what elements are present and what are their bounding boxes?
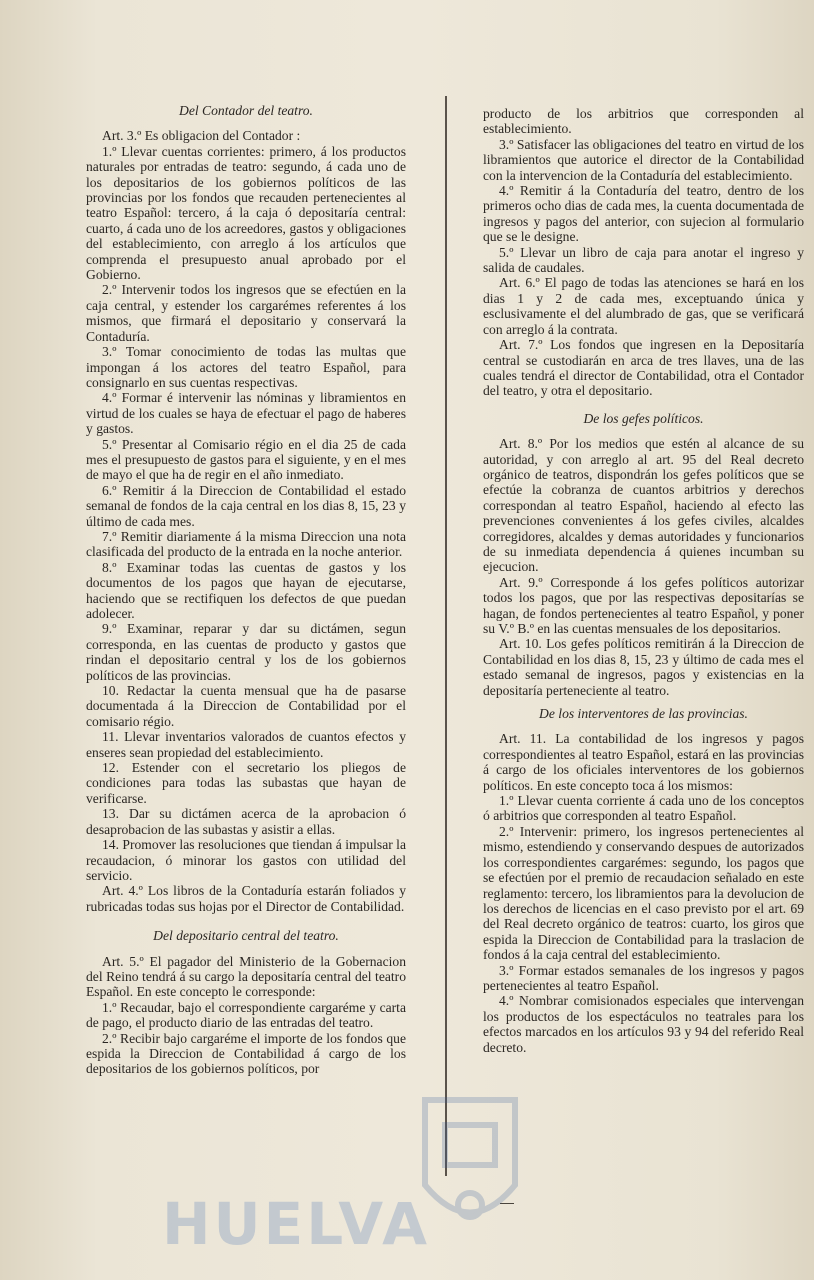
article-3-intro: Art. 3.º Es obligacion del Contador : (102, 128, 301, 144)
article-5-item: 4.º Remitir á la Contaduría del teatro, dentro de los primeros ocho dias de cada mes, la cuenta documentada de ingresos y pagos del anterior, con sujecion al formulario que se le designe. (483, 183, 804, 245)
left-column (86, 98, 406, 1077)
article-5-item: 3.º Satisfacer las obligaciones del teatro en virtud de los libramientos que autorice el director de la Contabilidad con la intervencion de la Contaduría del establecimiento. (483, 136, 804, 183)
article-3-item: 9.º Examinar, reparar y dar su dictámen, segun corresponda, en las cuentas de producto y gastos que rindan el depositario central y los de los gobiernos políticos de las provincias. (86, 621, 406, 683)
shield-emblem-icon (405, 1090, 735, 1260)
heading-interventores: De los interventores de las provincias. (539, 706, 748, 722)
article-3-item: 7.º Remitir diariamente á la misma Direccion una nota clasificada del producto de la entrada en la noche anterior. (86, 528, 406, 560)
article-3-item: 13. Dar su dictámen acerca de la aprobacion ó desaprobacion de las subastas y asistir a ellas. (86, 806, 406, 837)
article-5-item: 2.º Recibir bajo cargaréme el importe de los fondos que espida la Direccion de Contabilidad á cargo de los depositarios de los gobiernos políticos, por (86, 1030, 406, 1077)
article-11-item: 4.º Nombrar comisionados especiales que intervengan los productos de los espectáculos no teatrales para los efectos marcados en los artículos 93 y 94 del referido Real decreto. (483, 993, 804, 1055)
article-5: Art. 5.º El pagador del Ministerio de la Gobernacion del Reino tendrá á su cargo la depositaría central del teatro Español. En este concepto le corresponde: (86, 953, 406, 1000)
watermark-text: HUELVA (162, 1190, 431, 1258)
article-3-item: 10. Redactar la cuenta mensual que ha de pasarse documentada á la Direccion de Contabilidad por el comisario régio. (86, 683, 406, 729)
article-3-item: 1.º Llevar cuentas corrientes: primero, á los productos naturales por entradas de teatro: segundo, á cada uno de los depositarios de los gobiernos políticos de las provincias por los fondos que recauden pertenecientes al teatro Español: tercero, á la caja ó depositaría central: cuarto, á cada uno de los acreedores, gastos y obligaciones del establecimiento, con arreglo á los artículos que comprenda el presupuesto anual aprobado por el Gobierno. (86, 143, 406, 283)
article-9: Art. 9.º Corresponde á los gefes políticos autorizar todos los pagos, que por las respectivas depositarías se hagan, de fondos pertenecientes al teatro Español, y poner su V.º B.º en las cuentas mensuales de los depositarios. (483, 574, 804, 636)
column-divider (445, 96, 447, 1176)
article-3-item: 5.º Presentar al Comisario régio en el dia 25 de cada mes el presupuesto de gastos para el siguiente, y en el mes de mayo el que ha de regir en el año inmediato. (86, 436, 406, 483)
article-11-item: 3.º Formar estados semanales de los ingresos y pagos pertenecientes al teatro Español. (483, 962, 804, 993)
article-3-item: 2.º Intervenir todos los ingresos que se efectúen en la caja central, y estender los cargarémes referentes á los mismos, que firmará el depositario y conservará la Contaduría. (86, 282, 406, 344)
article-3-item: 12. Estender con el secretario los pliegos de condiciones para todas las subastas que hayan de verificarse. (86, 760, 406, 806)
article-3-item: 4.º Formar é intervenir las nóminas y libramientos en virtud de los cuales se haya de efectuar el pago de haberes y gastos. (86, 390, 406, 437)
article-11-item: 1.º Llevar cuenta corriente á cada uno de los conceptos ó arbitrios que corresponden al teatro Español. (483, 793, 804, 824)
article-6: Art. 6.º El pago de todas las atenciones se hará en los dias 1 y 2 de cada mes, exceptuando única y esclusivamente el del alumbrado de gas, que se verificará con arreglo á la contrata. (483, 275, 804, 337)
heading-contador: Del Contador del teatro. (179, 103, 313, 118)
heading-depositario: Del depositario central del teatro. (153, 928, 339, 944)
article-10: Art. 10. Los gefes políticos remitirán á la Direccion de Contabilidad en los dias 8, 15, 23 y último de cada mes el estado semanal de ingresos, pagos y existencias en la depositaría perteneciente al teatro. (483, 636, 804, 698)
continuation-text: producto de los arbitrios que corresponden al establecimiento. (483, 106, 804, 137)
article-7: Art. 7.º Los fondos que ingresen en la Depositaría central se custodiarán en arca de tres llaves, una de las cuales tendrá el director de Contabilidad, otra el Contador del teatro, y otra el depositario. (483, 337, 804, 399)
right-column (483, 106, 804, 1055)
article-11: Art. 11. La contabilidad de los ingresos y pagos correspondientes al teatro Español, estará en las provincias á cargo de los oficiales interventores de los gobiernos políticos. En este concepto toca á los mismos: (483, 731, 804, 793)
article-5-item: 1.º Recaudar, bajo el correspondiente cargaréme y carta de pago, el producto diario de las entradas del teatro. (86, 999, 406, 1031)
article-3-item: 11. Llevar inventarios valorados de cuantos efectos y enseres sean propiedad del establecimiento. (86, 729, 406, 760)
article-11-item: 2.º Intervenir: primero, los ingresos pertenecientes al mismo, estendiendo y conservando despues de autorizados los correspondientes cargarémes: segundo, los pagos que se efectúen por el premio de recaudacion señalado en este reglamento: tercero, los libramientos para la devolucion de los derechos de licencias en el caso previsto por el art. 69 del Real decreto orgánico de teatros: cuarto, los giros que espida la Direccion de Contabilidad para la traslacion de fondos á la caja central del establecimiento. (483, 823, 804, 963)
article-4: Art. 4.º Los libros de la Contaduría estarán foliados y rubricadas todas sus hojas por el Director de Contabilidad. (86, 883, 406, 914)
article-5-item: 5.º Llevar un libro de caja para anotar el ingreso y salida de caudales. (483, 244, 804, 276)
article-3-item: 3.º Tomar conocimiento de todas las multas que impongan á los actores del teatro Español, para consignarlo en sus cuentas respectivas. (86, 344, 406, 390)
article-3-item: 8.º Examinar todas las cuentas de gastos y los documentos de los pagos que hayan de ejecutarse, haciendo que se rectifiquen los defectos de que puedan adolecer. (86, 559, 406, 621)
article-8: Art. 8.º Por los medios que estén al alcance de su autoridad, y con arreglo al art. 95 del Real decreto orgánico de teatros, dispondrán los gefes políticos que se efectúe la cobranza de cuantos arbitrios y derechos correspondan al teatro Español, haciendo al efecto las prevenciones convenientes á los gefes civiles, alcaldes corregidores, alcaldes y demas autoridades y funcionarios de su inmediata dependencia á quienes incumban su ejecucion. (483, 436, 804, 575)
heading-gefes: De los gefes políticos. (583, 410, 704, 426)
article-3-item: 6.º Remitir á la Direccion de Contabilidad el estado semanal de fondos de la caja central en los dias 8, 15, 23 y último de cada mes. (86, 482, 406, 529)
article-3-item: 14. Promover las resoluciones que tiendan á impulsar la recaudacion, ó minorar los gastos con utilidad del servicio. (86, 837, 406, 883)
